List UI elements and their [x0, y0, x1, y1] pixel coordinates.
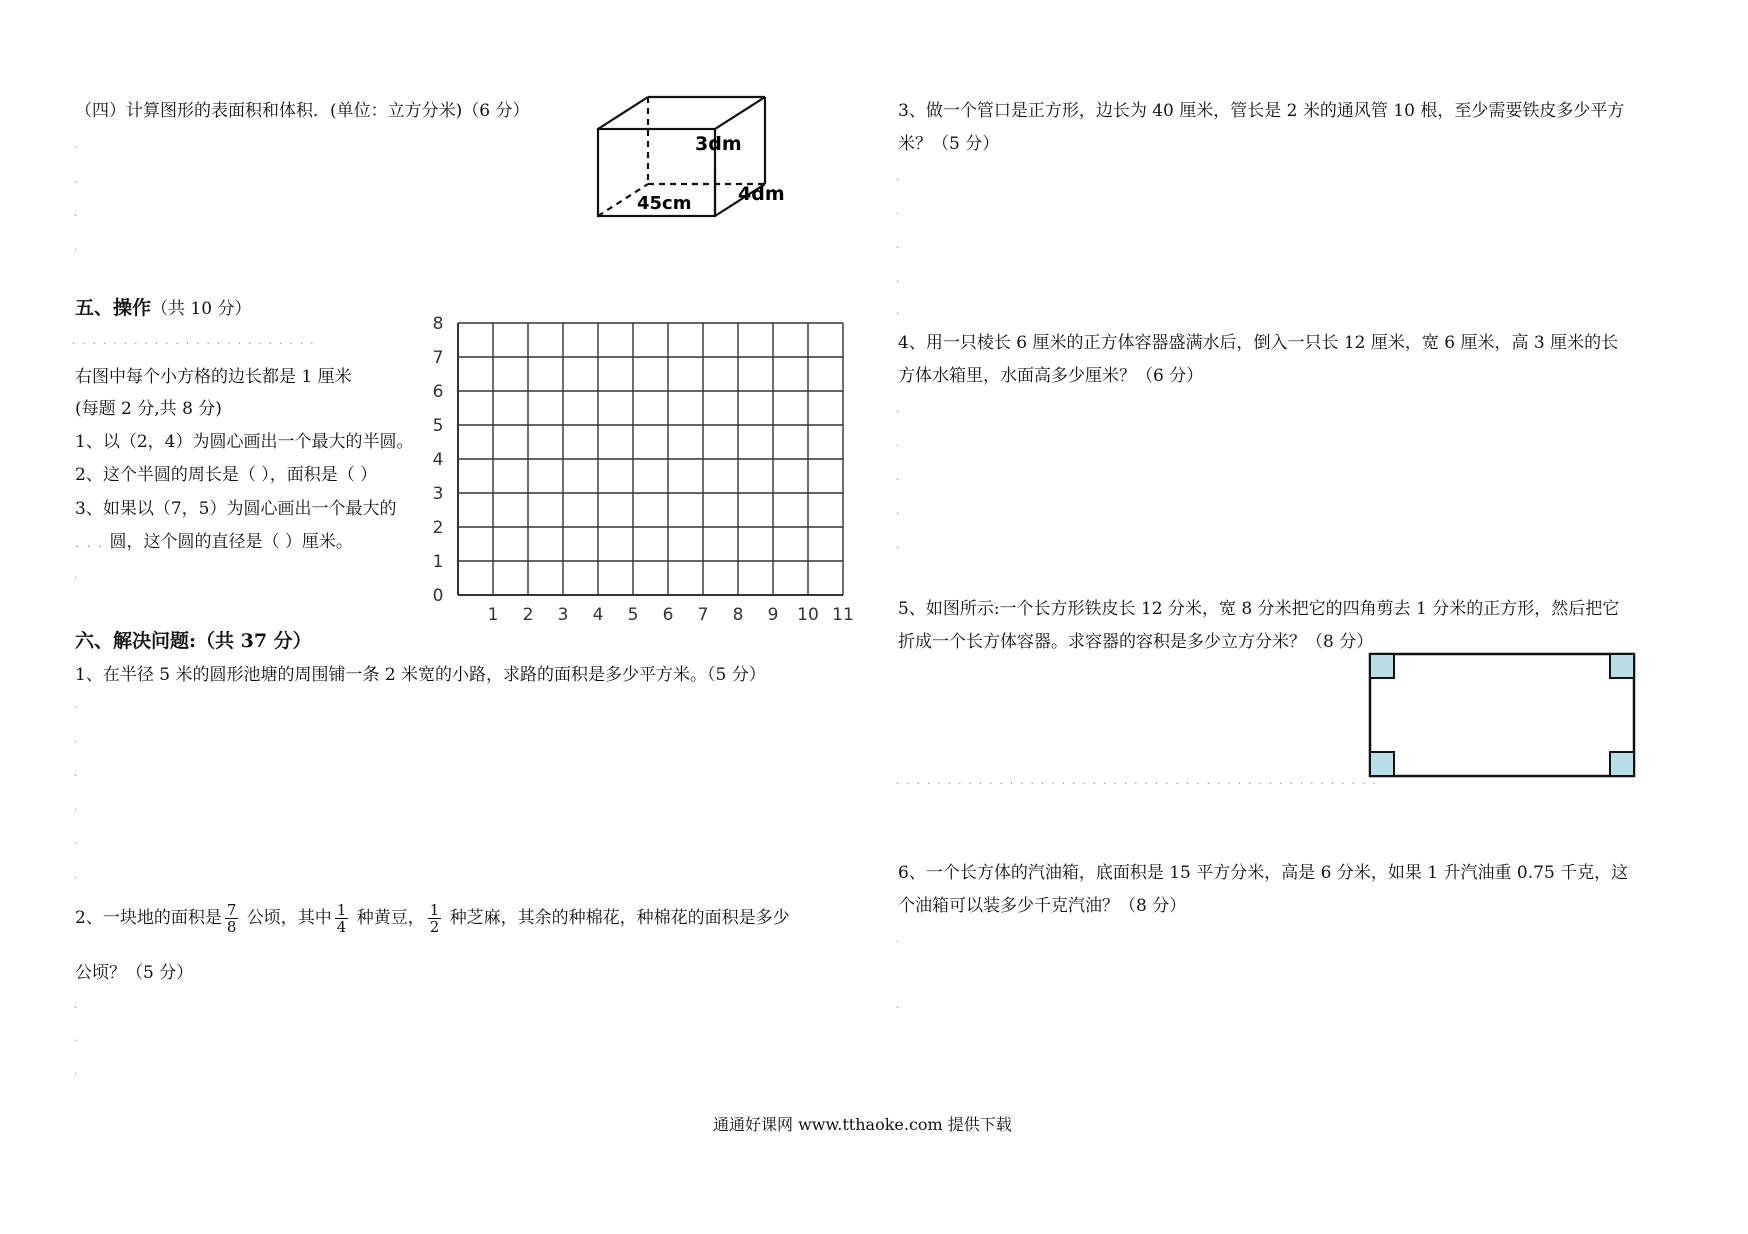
answer-dots: .	[74, 140, 80, 151]
fraction-one-quarter: $\frac{1}{4}$	[336, 901, 347, 936]
separator-dots: . . . . . . . . . . . . . . . . . . . . . . . .	[72, 336, 316, 347]
answer-dots: .	[74, 768, 80, 779]
answer-dots: .	[74, 870, 80, 881]
x-tick-label: 7	[697, 605, 709, 625]
y-tick-label: 1	[432, 552, 444, 572]
part4-title: （四）计算图形的表面积和体积．(单位：立方分米)（6 分）	[75, 101, 530, 121]
answer-dots: .	[896, 274, 902, 285]
fraction-one-half: $\frac{1}{2}$	[429, 901, 440, 936]
right-q6-line1: 6、一个长方体的汽油箱，底面积是 15 平方分米，高是 6 分米，如果 1 升汽油重 0.75 千克，这	[898, 863, 1629, 883]
answer-dots: .	[896, 438, 902, 449]
part5-q3-line2: . . . 圆，这个圆的直径是（ ）厘米。	[75, 532, 353, 552]
part5-q1: 1、以（2，4）为圆心画出一个最大的半圆。	[75, 432, 414, 452]
part5-q3-line1: 3、如果以（7，5）为圆心画出一个最大的	[75, 499, 397, 519]
y-tick-label: 2	[432, 518, 444, 538]
answer-dots: .	[74, 1033, 80, 1044]
y-tick-label: 4	[432, 450, 444, 470]
height-label: 3dm	[695, 133, 742, 155]
x-tick-label: 1	[487, 605, 499, 625]
sheet-outline	[1370, 654, 1634, 776]
corner-square	[1610, 752, 1634, 776]
sheet-figure	[1368, 652, 1638, 780]
x-tick-label: 9	[767, 605, 779, 625]
right-q3-line1: 3、做一个管口是正方形，边长为 40 厘米，管长是 2 米的通风管 10 根，至少需要铁皮多少平方	[898, 101, 1625, 121]
corner-square	[1370, 752, 1394, 776]
right-q5-line1: 5、如图所示:一个长方形铁皮长 12 分米，宽 8 分米把它的四角剪去 1 分米的正方形，然后把它	[898, 599, 1620, 619]
answer-dots: .	[74, 802, 80, 813]
corner-square	[1610, 654, 1634, 678]
part6-q2-line1: 2、一块地的面积是 $\frac{7}{8}$ 公顷，其中 $\frac{1}{4}$ 种黄豆， $\frac{1}{2}$ 种芝麻，其余的种棉花，种棉花的面积是多少	[75, 901, 790, 936]
answer-dots: .	[896, 540, 902, 551]
part6-title: 六、解决问题:（共 37 分）	[75, 630, 312, 652]
x-tick-label: 2	[522, 605, 534, 625]
part5-intro: 右图中每个小方格的边长都是 1 厘米	[75, 367, 352, 387]
y-tick-label: 3	[432, 484, 444, 504]
x-tick-label: 10	[797, 605, 819, 625]
x-tick-label: 5	[627, 605, 639, 625]
answer-dots: .	[896, 404, 902, 415]
coordinate-grid	[420, 310, 860, 630]
answer-dots: .	[896, 206, 902, 217]
fraction-seven-eighths: $\frac{7}{8}$	[226, 901, 237, 936]
answer-dots: .	[896, 306, 902, 317]
part5-title: 五、操作（共 10 分）	[75, 297, 252, 319]
footer-text: 通通好课网 www.tthaoke.com 提供下载	[713, 1115, 1012, 1134]
corner-square	[1370, 654, 1394, 678]
answer-dots: .	[896, 934, 902, 945]
answer-dots: .	[74, 208, 80, 219]
answer-dots: .	[74, 734, 80, 745]
x-tick-label: 11	[832, 605, 854, 625]
part5-q2: 2、这个半圆的周长是（ ），面积是（ ）	[75, 465, 378, 485]
answer-dots: .	[74, 1000, 80, 1011]
x-tick-label: 8	[732, 605, 744, 625]
length-label: 45cm	[637, 193, 692, 214]
x-tick-label: 4	[592, 605, 604, 625]
separator-dots: . . . . . . . . . . . . . . . . . . . . . . . . . . . . . . . . . . . . . . . . . . . . . . .	[896, 776, 1378, 787]
right-q5-line2: 折成一个长方体容器。求容器的容积是多少立方分米？（8 分）	[898, 632, 1374, 652]
cuboid-figure	[590, 92, 800, 222]
y-tick-label: 8	[432, 314, 444, 334]
answer-dots: .	[74, 700, 80, 711]
answer-dots: .	[74, 836, 80, 847]
answer-dots: .	[896, 240, 902, 251]
x-tick-label: 6	[662, 605, 674, 625]
y-tick-label: 7	[432, 348, 444, 368]
answer-dots: .	[74, 1066, 80, 1077]
right-q3-line2: 米？（5 分）	[898, 134, 1000, 154]
answer-dots: .	[896, 172, 902, 183]
answer-dots: .	[896, 506, 902, 517]
part6-q2-line2: 公顷？（5 分）	[75, 963, 194, 983]
answer-dots: .	[74, 175, 80, 186]
y-tick-label: 6	[432, 382, 444, 402]
right-q4-line2: 方体水箱里，水面高多少厘米？（6 分）	[898, 366, 1204, 386]
width-label: 4dm	[738, 183, 785, 205]
y-tick-label: 0	[432, 586, 444, 606]
answer-dots: .	[896, 1000, 902, 1011]
y-tick-label: 5	[432, 416, 444, 436]
answer-dots: .	[74, 570, 80, 581]
right-q4-line1: 4、用一只棱长 6 厘米的正方体容器盛满水后，倒入一只长 12 厘米，宽 6 厘米，高 3 厘米的长	[898, 333, 1619, 353]
answer-dots: .	[896, 472, 902, 483]
right-q6-line2: 个油箱可以装多少千克汽油？（8 分）	[898, 896, 1187, 916]
part5-intro-score: (每题 2 分,共 8 分)	[75, 399, 222, 419]
x-tick-label: 3	[557, 605, 569, 625]
part6-q1: 1、在半径 5 米的圆形池塘的周围铺一条 2 米宽的小路，求路的面积是多少平方米。（5 分）	[75, 665, 766, 685]
answer-dots: .	[74, 242, 80, 253]
